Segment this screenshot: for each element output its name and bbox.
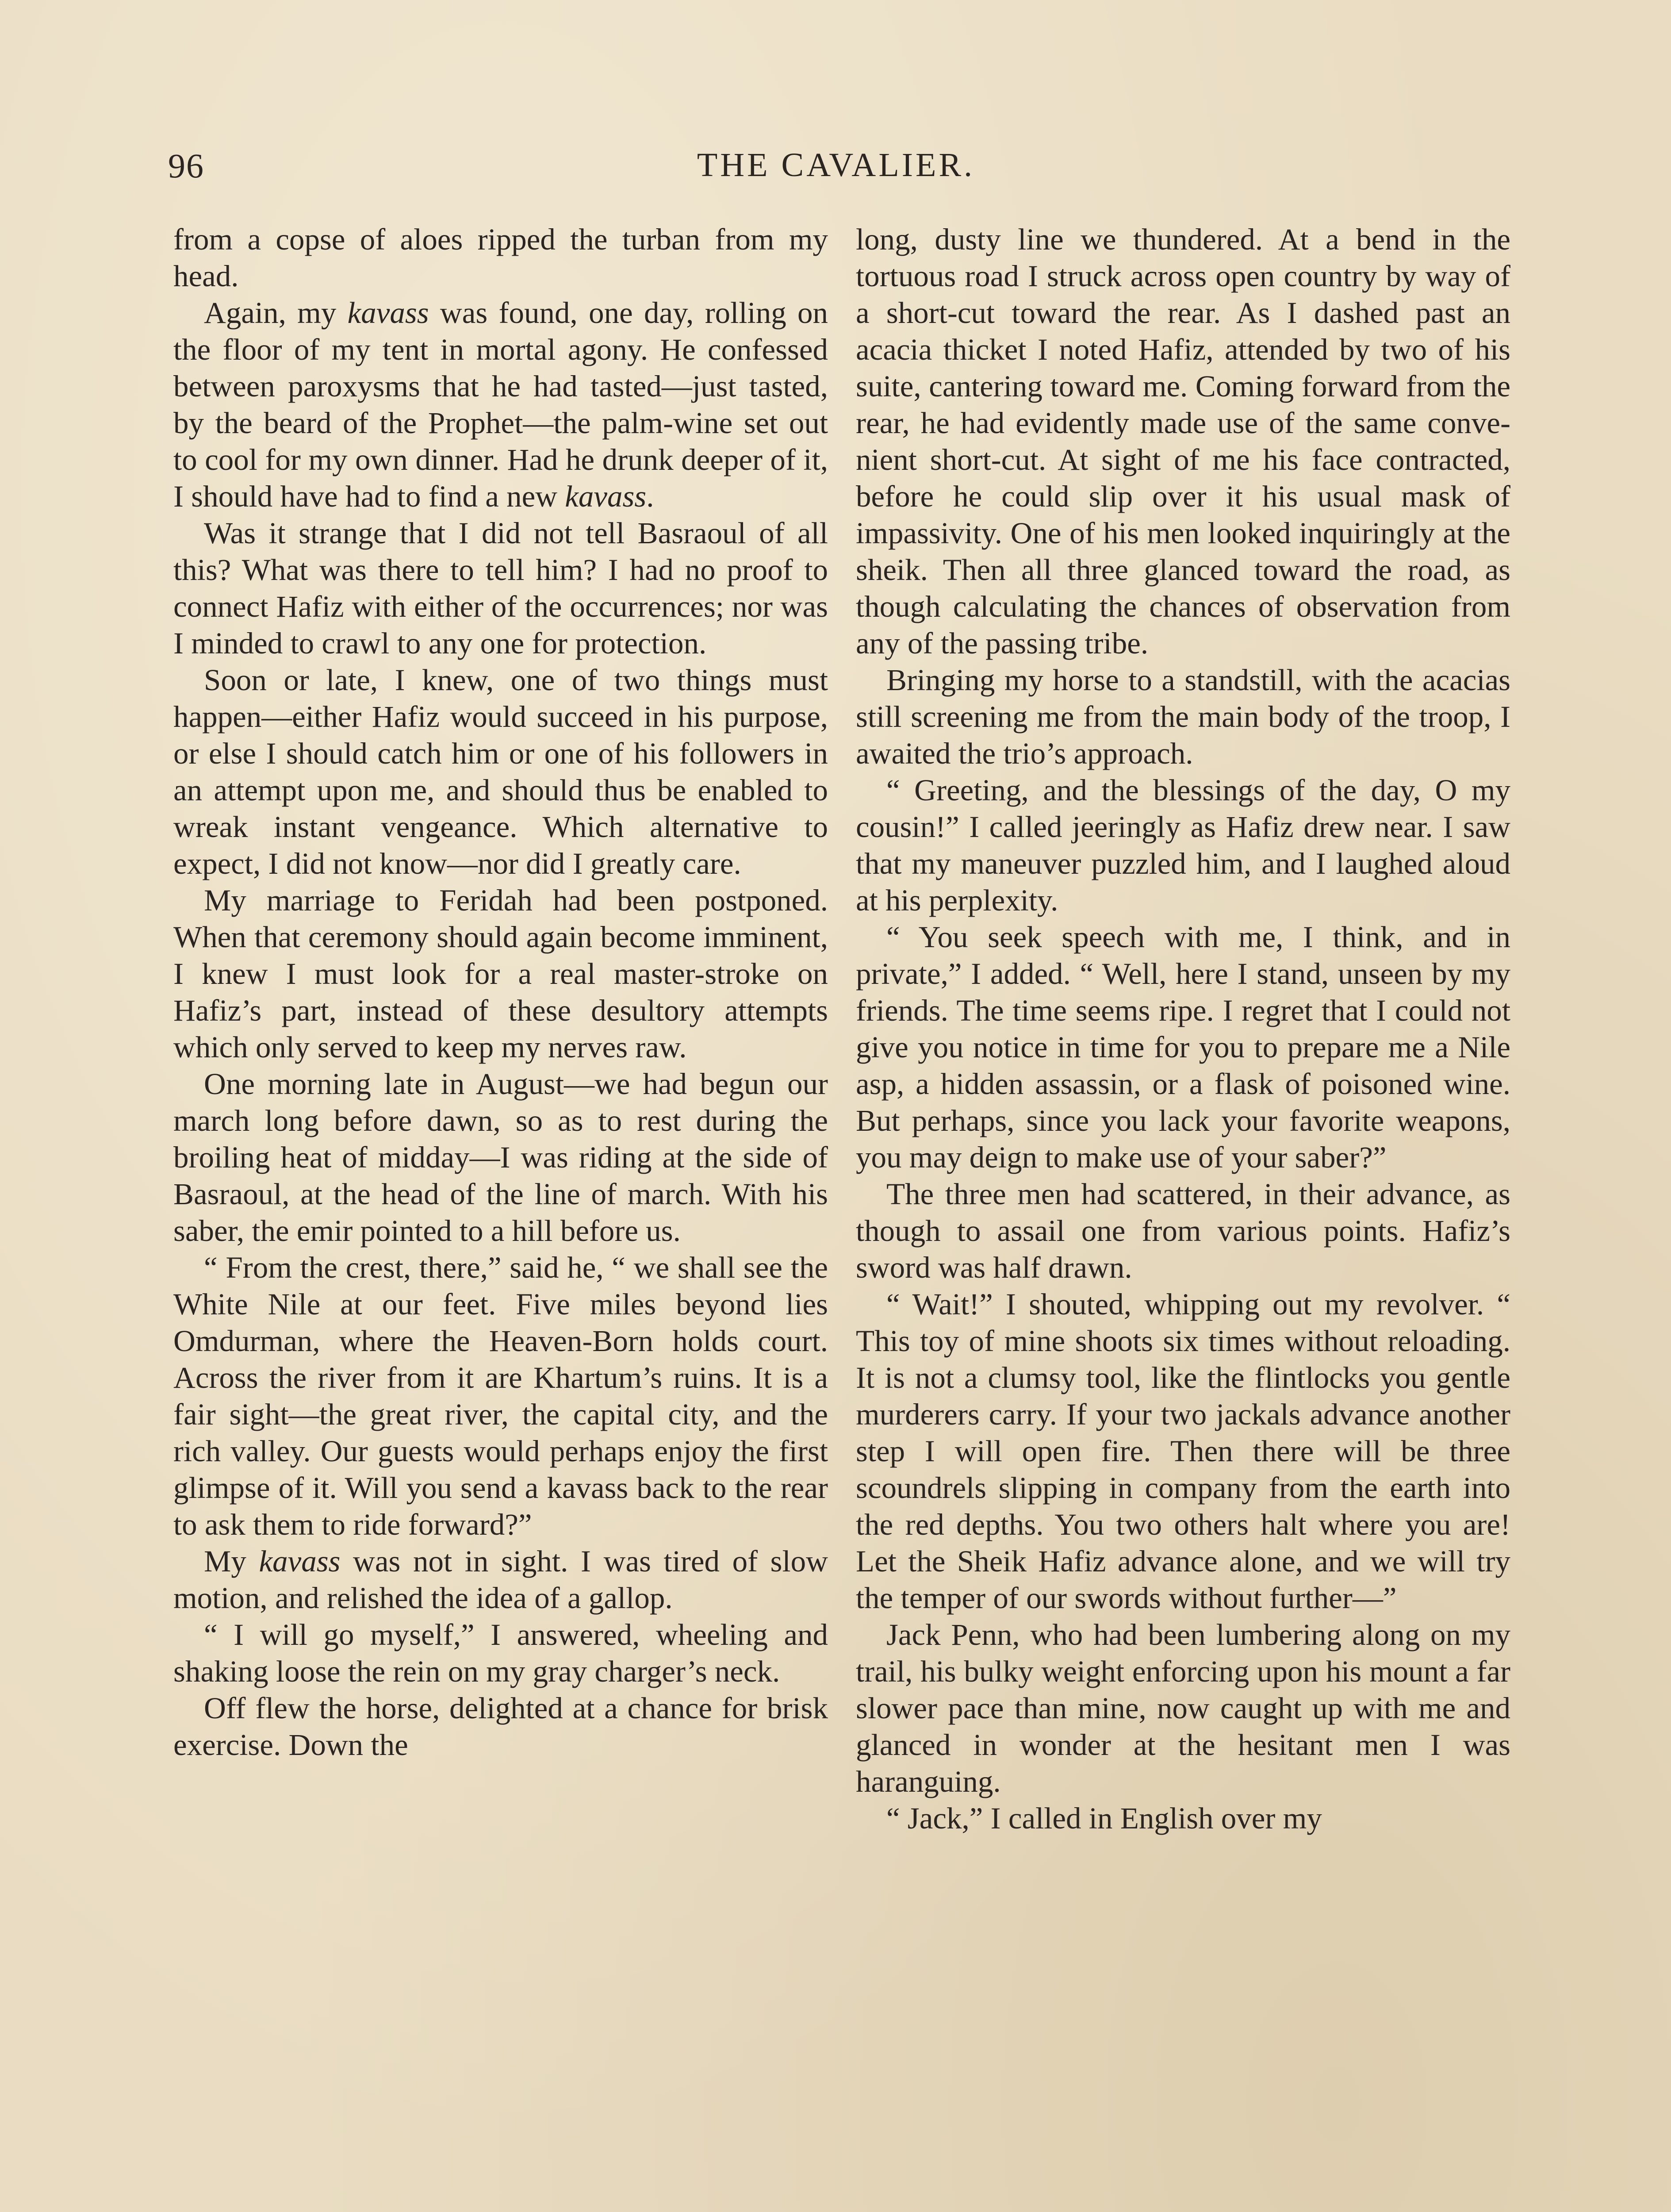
- running-head: [168, 146, 1504, 195]
- paragraph: long, dusty line we thundered. At a bend in the tortuous road I struck across open country by way of a short-cut toward the rear. As I dashed past an acacia thicket I noted Hafiz, attended by two of his suite, cantering toward me. Coming forward from the rear, he had evidently made use of the same convenient short-cut. At sight of me his face contracted, before he could slip over it his usual mask of impassivity. One of his men looked inquiringly at the sheik. Then all three glanced toward the road, as though calculating the chances of observation from any of the passing tribe.: [856, 223, 1510, 660]
- paragraph: “ Greeting, and the blessings of the day, O my cousin!” I called jeeringly as Hafiz drew near. I saw that my maneuver puzzled him, and I laughed aloud at his perplexity.: [856, 773, 1510, 917]
- paragraph: My kavass was not in sight. I was tired of slow motion, and relished the idea of a gallop.: [173, 1544, 828, 1615]
- paragraph: The three men had scattered, in their advance, as though to assail one from various points. Hafiz’s sword was half drawn.: [856, 1177, 1510, 1284]
- running-title: THE CAVALIER.: [697, 146, 975, 184]
- paragraph: “ Wait!” I shouted, whipping out my revolver. “ This toy of mine shoots six times without reloading. It is not a clumsy tool, like the flintlocks you gentle murderers carry. If your two jackals advance another step I will open fire. Then there will be three scoundrels slipping in company from the earth into the red depths. You two others halt where you are! Let the Sheik Hafiz advance alone, and we will try the temper of our swords without further—”: [856, 1287, 1510, 1615]
- paragraph: “ You seek speech with me, I think, and in private,” I added. “ Well, here I stand, unseen by my friends. The time seems ripe. I regret that I could not give you notice in time for you to prepare me a Nile asp, a hidden assassin, or a flask of poisoned wine. But perhaps, since you lack your favorite weapons, you may deign to make use of your saber?”: [856, 920, 1510, 1174]
- paragraph: “ Jack,” I called in English over my: [886, 1801, 1322, 1835]
- page-number: 96: [168, 146, 204, 185]
- paragraph: My marriage to Feridah had been postponed. When that ceremony should again become imminent, I knew I must look for a real master-stroke on Hafiz’s part, instead of these desultory attempts which only served to keep my nerves raw.: [173, 883, 828, 1064]
- paragraph: from a copse of aloes ripped the turban from my head.: [173, 223, 828, 293]
- paragraph: Off flew the horse, delighted at a chance for brisk exercise. Down the: [173, 1691, 828, 1762]
- paragraph: Was it strange that I did not tell Basraoul of all this? What was there to tell him? I had no proof to connect Hafiz with either of the occurrences; nor was I minded to crawl to any one for protection.: [173, 516, 828, 660]
- paragraph: “ I will go myself,” I answered, wheeling and shaking loose the rein on my gray charger’s neck.: [173, 1618, 828, 1688]
- paragraph: One morning late in August—we had begun our march long before dawn, so as to rest during the broiling heat of midday—I was riding at the side of Basraoul, at the head of the line of march. With his saber, the emir pointed to a hill before us.: [173, 1067, 828, 1248]
- paragraph: Bringing my horse to a standstill, with the acacias still screening me from the main body of the troop, I awaited the trio’s approach.: [856, 663, 1510, 770]
- paragraph: Jack Penn, who had been lumbering along on my trail, his bulky weight enforcing upon his mount a far slower pace than mine, now caught up with me and glanced in wonder at the hesitant men I was haranguing.: [856, 1618, 1510, 1798]
- paragraph: “ From the crest, there,” said he, “ we shall see the White Nile at our feet. Five miles beyond lies Omdurman, where the Heaven-Born holds court. Across the river from it are Khartum’s ruins. It is a fair sight—the great river, the capital city, and the rich valley. Our guests would perhaps enjoy the first glimpse of it. Will you send a kavass back to the rear to ask them to ride forward?”: [173, 1251, 828, 1541]
- paragraph: Soon or late, I knew, one of two things must happen—either Hafiz would succeed in his purpose, or else I should catch him or one of his followers in an attempt upon me, and should thus be enabled to wreak instant vengeance. Which alternative to expect, I did not know—nor did I greatly care.: [173, 663, 828, 880]
- left-column: [173, 221, 828, 1763]
- right-column: [856, 221, 1510, 1837]
- paragraph: Again, my kavass was found, one day, rolling on the floor of my tent in mortal agony. He confessed between paroxysms that he had tasted—just tasted, by the beard of the Prophet—the palm-wine set out to cool for my own dinner. Had he drunk deeper of it, I should have had to find a new kavass.: [173, 296, 828, 513]
